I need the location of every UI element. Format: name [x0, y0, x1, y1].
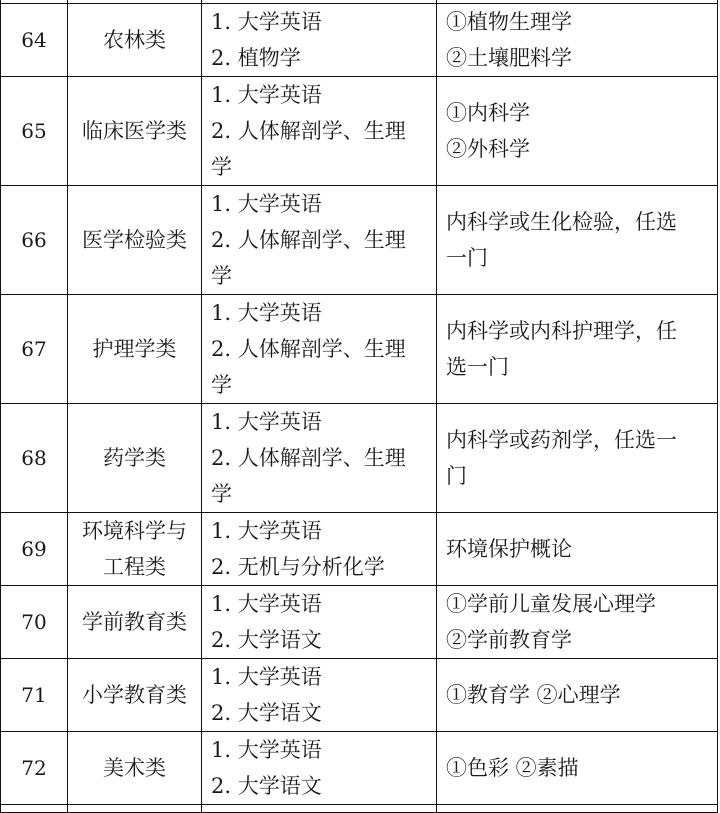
subject-one-cell [202, 404, 437, 513]
row-number: 70 [1, 586, 68, 659]
table-row [1, 732, 718, 805]
row-number: 72 [1, 732, 68, 805]
major-cell-line: 药学类 [103, 446, 166, 470]
major-cell-line: 农林类 [103, 28, 166, 52]
subject-one-cell-line: 学 [211, 155, 232, 179]
table-row [1, 77, 718, 186]
subject-one-cell-line: 2. 植物学 [211, 46, 301, 70]
subject-two-cell [437, 295, 718, 404]
subject-one-cell [202, 4, 437, 77]
subject-one-cell-line: 1. 大学英语 [211, 10, 322, 34]
subject-two-cell-line: 门 [446, 464, 467, 488]
subject-one-cell-line: 2. 大学语文 [211, 628, 322, 652]
subject-one-cell-line: 1. 大学英语 [211, 519, 322, 543]
subject-two-cell-line: ①教育学 ②心理学 [446, 683, 621, 707]
major-cell [68, 586, 202, 659]
major-cell [68, 732, 202, 805]
subject-two-cell-line: ②学前教育学 [446, 628, 572, 652]
major-cell-line: 工程类 [103, 555, 166, 579]
major-cell-line: 学前教育类 [82, 610, 187, 634]
subject-one-cell-line: 2. 大学语文 [211, 774, 322, 798]
major-cell-line: 美术类 [103, 756, 166, 780]
row-number: 64 [1, 4, 68, 77]
subject-two-cell-line: 内科学或药剂学，任选一 [446, 428, 677, 452]
row-number: 65 [1, 77, 68, 186]
subject-two-cell [437, 659, 718, 732]
subject-two-cell [437, 513, 718, 586]
subject-one-cell-line: 2. 人体解剖学、生理 [211, 119, 406, 143]
subject-two-cell [437, 404, 718, 513]
subject-one-cell [202, 77, 437, 186]
major-cell [68, 4, 202, 77]
subject-two-cell-line: 内科学或生化检验，任选 [446, 210, 677, 234]
major-cell-line: 医学检验类 [82, 228, 187, 252]
subject-one-cell-line: 1. 大学英语 [211, 592, 322, 616]
table-row [1, 513, 718, 586]
row-number: 67 [1, 295, 68, 404]
subject-one-cell-line: 学 [211, 264, 232, 288]
table-row [1, 295, 718, 404]
table-row [1, 659, 718, 732]
subject-one-cell [202, 659, 437, 732]
major-cell-line: 环境科学与 [82, 519, 187, 543]
subject-one-cell-line: 1. 大学英语 [211, 83, 322, 107]
table-body [1, 0, 718, 813]
subject-two-cell [437, 77, 718, 186]
major-cell [68, 404, 202, 513]
table-row [1, 4, 718, 77]
subject-two-cell-line: 环境保护概论 [446, 537, 572, 561]
subject-one-cell-line: 1. 大学英语 [211, 301, 322, 325]
subject-one-cell [202, 186, 437, 295]
subject-two-cell-line: ①色彩 ②素描 [446, 756, 579, 780]
table-row [1, 186, 718, 295]
cut-cell [1, 805, 68, 813]
row-number: 68 [1, 404, 68, 513]
major-cell [68, 659, 202, 732]
cut-cell [68, 805, 202, 813]
major-cell-line: 临床医学类 [82, 119, 187, 143]
subject-one-cell-line: 2. 人体解剖学、生理 [211, 337, 406, 361]
subject-two-cell-line: ①植物生理学 [446, 10, 572, 34]
major-cell [68, 513, 202, 586]
subject-two-cell [437, 732, 718, 805]
subject-one-cell-line: 2. 无机与分析化学 [211, 555, 385, 579]
major-cell [68, 186, 202, 295]
subject-two-cell-line: 内科学或内科护理学，任 [446, 319, 677, 343]
subject-two-cell [437, 186, 718, 295]
subject-one-cell [202, 732, 437, 805]
subject-one-cell [202, 295, 437, 404]
subject-one-cell [202, 513, 437, 586]
subject-one-cell [202, 586, 437, 659]
row-number: 69 [1, 513, 68, 586]
subject-two-cell [437, 4, 718, 77]
major-cell-line: 小学教育类 [82, 683, 187, 707]
subject-one-cell-line: 2. 人体解剖学、生理 [211, 446, 406, 470]
subject-two-cell-line: 一门 [446, 246, 488, 270]
subject-one-cell-line: 学 [211, 373, 232, 397]
subject-two-cell-line: ②外科学 [446, 137, 530, 161]
major-cell [68, 77, 202, 186]
subject-one-cell-line: 1. 大学英语 [211, 192, 322, 216]
subject-one-cell-line: 1. 大学英语 [211, 738, 322, 762]
subject-one-cell-line: 1. 大学英语 [211, 410, 322, 434]
subject-two-cell [437, 586, 718, 659]
subject-two-cell-line: ①内科学 [446, 101, 530, 125]
row-number: 66 [1, 186, 68, 295]
table-row-cut-bottom [1, 805, 718, 813]
subject-one-cell-line: 2. 人体解剖学、生理 [211, 228, 406, 252]
table-row [1, 404, 718, 513]
row-number: 71 [1, 659, 68, 732]
major-cell [68, 295, 202, 404]
subject-one-cell-line: 2. 大学语文 [211, 701, 322, 725]
table-row [1, 586, 718, 659]
major-cell-line: 护理学类 [92, 337, 177, 361]
subject-one-cell-line: 学 [211, 482, 232, 506]
subject-two-cell-line: ①学前儿童发展心理学 [446, 592, 656, 616]
subject-one-cell-line: 1. 大学英语 [211, 665, 322, 689]
cut-cell [202, 805, 437, 813]
subject-two-cell-line: 选一门 [446, 355, 509, 379]
subject-two-cell-line: ②土壤肥料学 [446, 46, 572, 70]
cut-cell [437, 805, 718, 813]
